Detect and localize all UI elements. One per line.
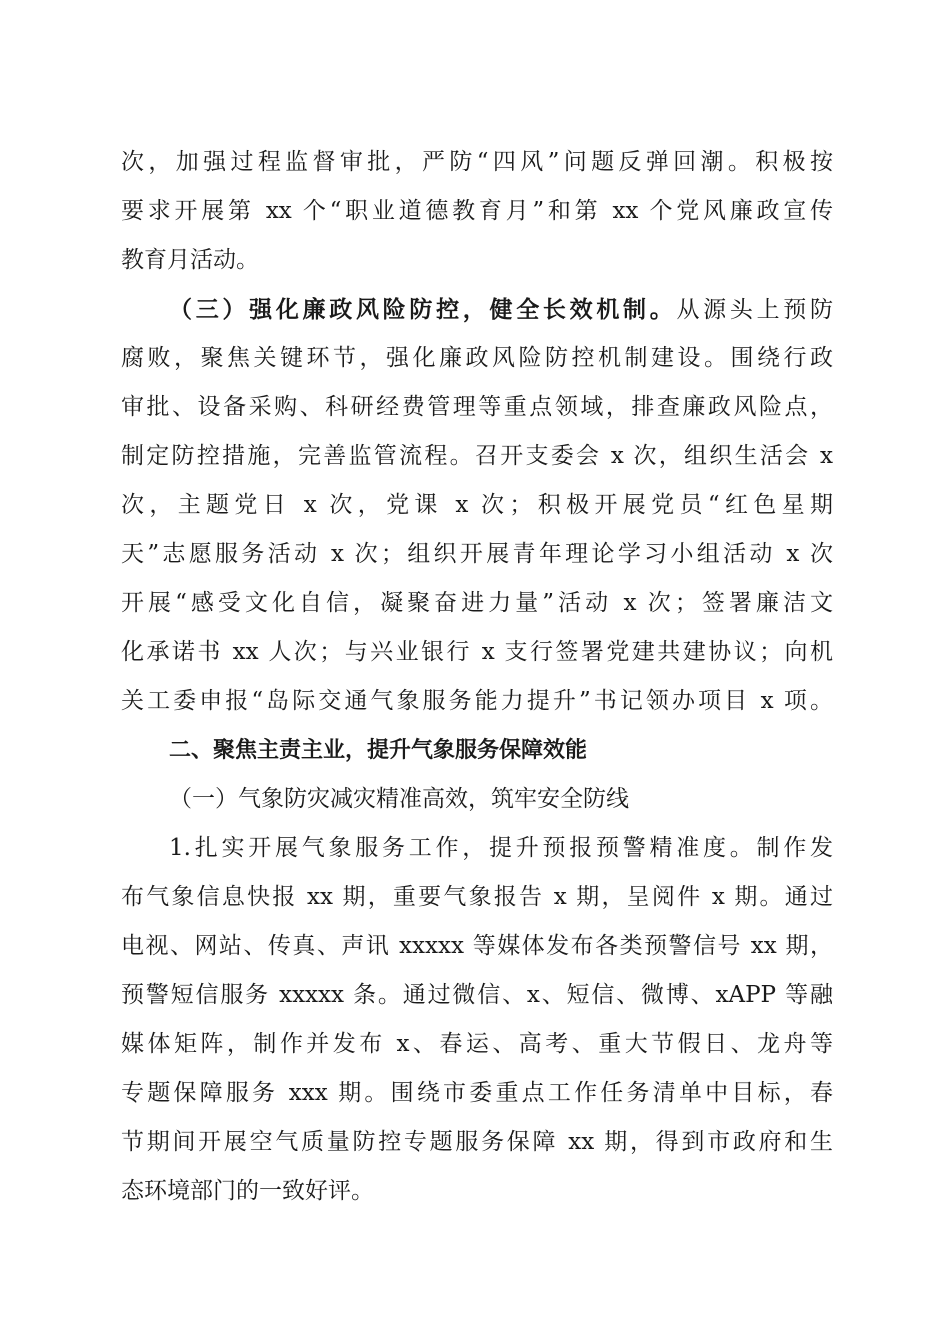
para3-line-2: 布气象信息快报 xx 期，重要气象报告 x 期，呈阅件 x 期。通过 (121, 884, 833, 910)
para1-line-2: 要求开展第 xx 个“职业道德教育月”和第 xx 个党风廉政宣传 (121, 198, 833, 224)
para3-line-1: 1.扎实开展气象服务工作，提升预报预警精准度。制作发 (169, 835, 833, 861)
para1-line-1: 次，加强过程监督审批，严防“四风”问题反弹回潮。积极按 (121, 149, 833, 175)
para3-line-7: 节期间开展空气质量防控专题服务保障 xx 期，得到市政府和生 (121, 1129, 833, 1155)
para1-line-3: 教育月活动。 (121, 247, 259, 273)
para2-line-6: 天”志愿服务活动 x 次；组织开展青年理论学习小组活动 x 次 (121, 541, 833, 567)
para2-line-9: 关工委申报“岛际交通气象服务能力提升”书记领办项目 x 项。 (121, 688, 833, 714)
para3-line-3: 电视、网站、传真、声讯 xxxxx 等媒体发布各类预警信号 xx 期， (121, 933, 833, 959)
para3-line-6: 专题保障服务 xxx 期。围绕市委重点工作任务清单中目标，春 (121, 1080, 833, 1106)
para3-line-4: 预警短信服务 xxxxx 条。通过微信、x、短信、微博、xAPP 等融 (121, 982, 833, 1008)
para2-line-1 (121, 285, 833, 334)
para3-line-8: 态环境部门的一致好评。 (121, 1178, 374, 1204)
para2-line-1-rest: 从源头上预防 (676, 297, 833, 323)
para2-line-4: 制定防控措施，完善监管流程。召开支委会 x 次，组织生活会 x (121, 443, 833, 469)
para2-line-7: 开展“感受文化自信，凝聚奋进力量”活动 x 次；签署廉洁文 (121, 590, 833, 616)
para3-line-5: 媒体矩阵，制作并发布 x、春运、高考、重大节假日、龙舟等 (121, 1031, 833, 1057)
para2-line-5: 次，主题党日 x 次，党课 x 次；积极开展党员“红色星期 (121, 492, 833, 518)
document-body (121, 138, 833, 1216)
para2-line-3: 审批、设备采购、科研经费管理等重点领域，排查廉政风险点， (121, 394, 833, 420)
subsection-heading: （一）气象防灾减灾精准高效，筑牢安全防线 (169, 786, 629, 812)
section-heading: 二、聚焦主责主业，提升气象服务保障效能 (169, 738, 588, 763)
para2-lead: （三）强化廉政风险防控，健全长效机制。 (169, 296, 677, 323)
para2-line-8: 化承诺书 xx 人次；与兴业银行 x 支行签署党建共建协议；向机 (121, 639, 833, 665)
para2-line-2: 腐败，聚焦关键环节，强化廉政风险防控机制建设。围绕行政 (121, 345, 833, 371)
